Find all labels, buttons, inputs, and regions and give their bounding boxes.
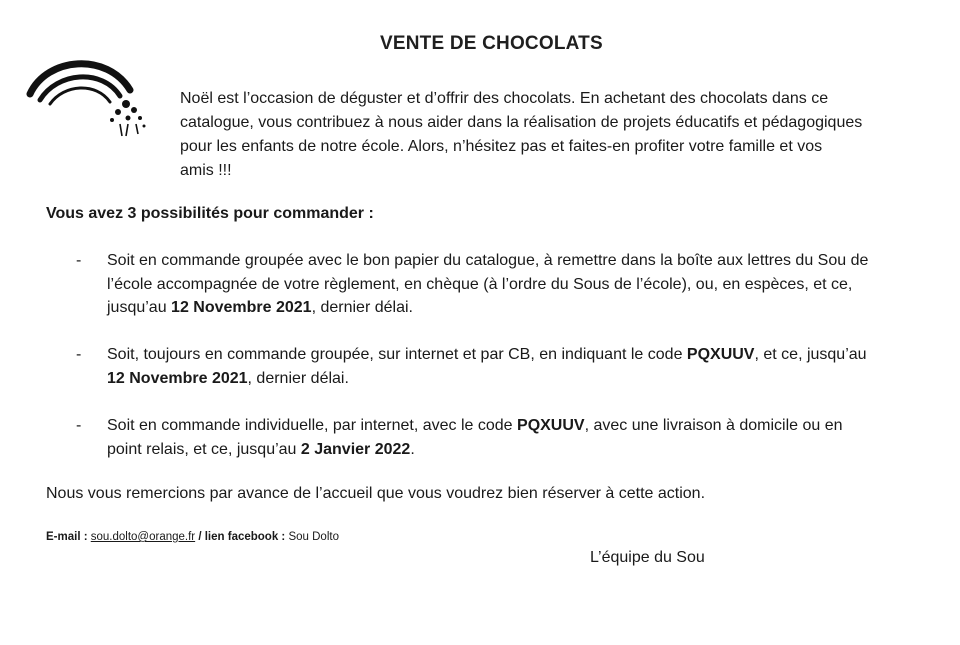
intro-paragraph <box>180 87 920 183</box>
option-line: Soit en commande groupée avec le bon papier du catalogue, à remettre dans la boîte aux lettres du Sou de <box>107 252 869 269</box>
bullet-dash: - <box>76 252 82 269</box>
page-title: VENTE DE CHOCOLATS <box>380 33 603 54</box>
signature: L’équipe du Sou <box>590 549 705 566</box>
facebook-link[interactable]: Sou Dolto <box>288 531 339 543</box>
order-code: PQXUUV <box>686 346 755 363</box>
deadline-date: 2 Janvier 2022 <box>300 440 411 458</box>
intro-line: catalogue, vous contribuez à nous aider dans la réalisation de projets éducatifs et pédagogiques <box>180 114 863 131</box>
facebook-label: lien facebook : <box>204 531 286 543</box>
option-line: point relais, et ce, jusqu’au 2 Janvier 2022. <box>107 440 415 458</box>
bullet-dash: - <box>76 417 82 434</box>
intro-line: Noël est l’occasion de déguster et d’offrir des chocolats. En achetant des chocolats dans ce <box>180 90 829 107</box>
option-line: 12 Novembre 2021, dernier délai. <box>107 369 349 387</box>
option-line: Soit en commande individuelle, par internet, avec le code PQXUUV, avec une livraison à domicile ou en <box>107 417 843 434</box>
intro-line: amis !!! <box>180 162 232 179</box>
thanks-text: Nous vous remercions par avance de l’accueil que vous voudrez bien réserver à cette action. <box>46 485 706 502</box>
email-label: E-mail : <box>46 531 88 543</box>
email-link[interactable]: sou.dolto@orange.fr <box>90 531 196 543</box>
contact-separator: / <box>195 531 205 543</box>
order-code: PQXUUV <box>517 417 585 434</box>
option-line: jusqu’au 12 Novembre 2021, dernier délai. <box>107 299 413 316</box>
deadline-date: 12 Novembre 2021 <box>171 299 312 316</box>
rainbow-logo-icon <box>22 52 157 147</box>
intro-line: pour les enfants de notre école. Alors, n’hésitez pas et faites-en profiter votre famille et vos <box>180 138 823 155</box>
option-line: l’école accompagnée de votre règlement, en chèque (à l’ordre du Sous de l’école), ou, en espèces, et ce, <box>107 275 853 293</box>
options-heading: Vous avez 3 possibilités pour commander : <box>46 205 374 222</box>
deadline-date: 12 Novembre 2021 <box>107 369 248 387</box>
contact-line <box>46 531 339 543</box>
bullet-dash: - <box>76 346 82 363</box>
option-line: Soit, toujours en commande groupée, sur internet et par CB, en indiquant le code PQXUUV, et ce, jusqu’au <box>107 346 867 363</box>
